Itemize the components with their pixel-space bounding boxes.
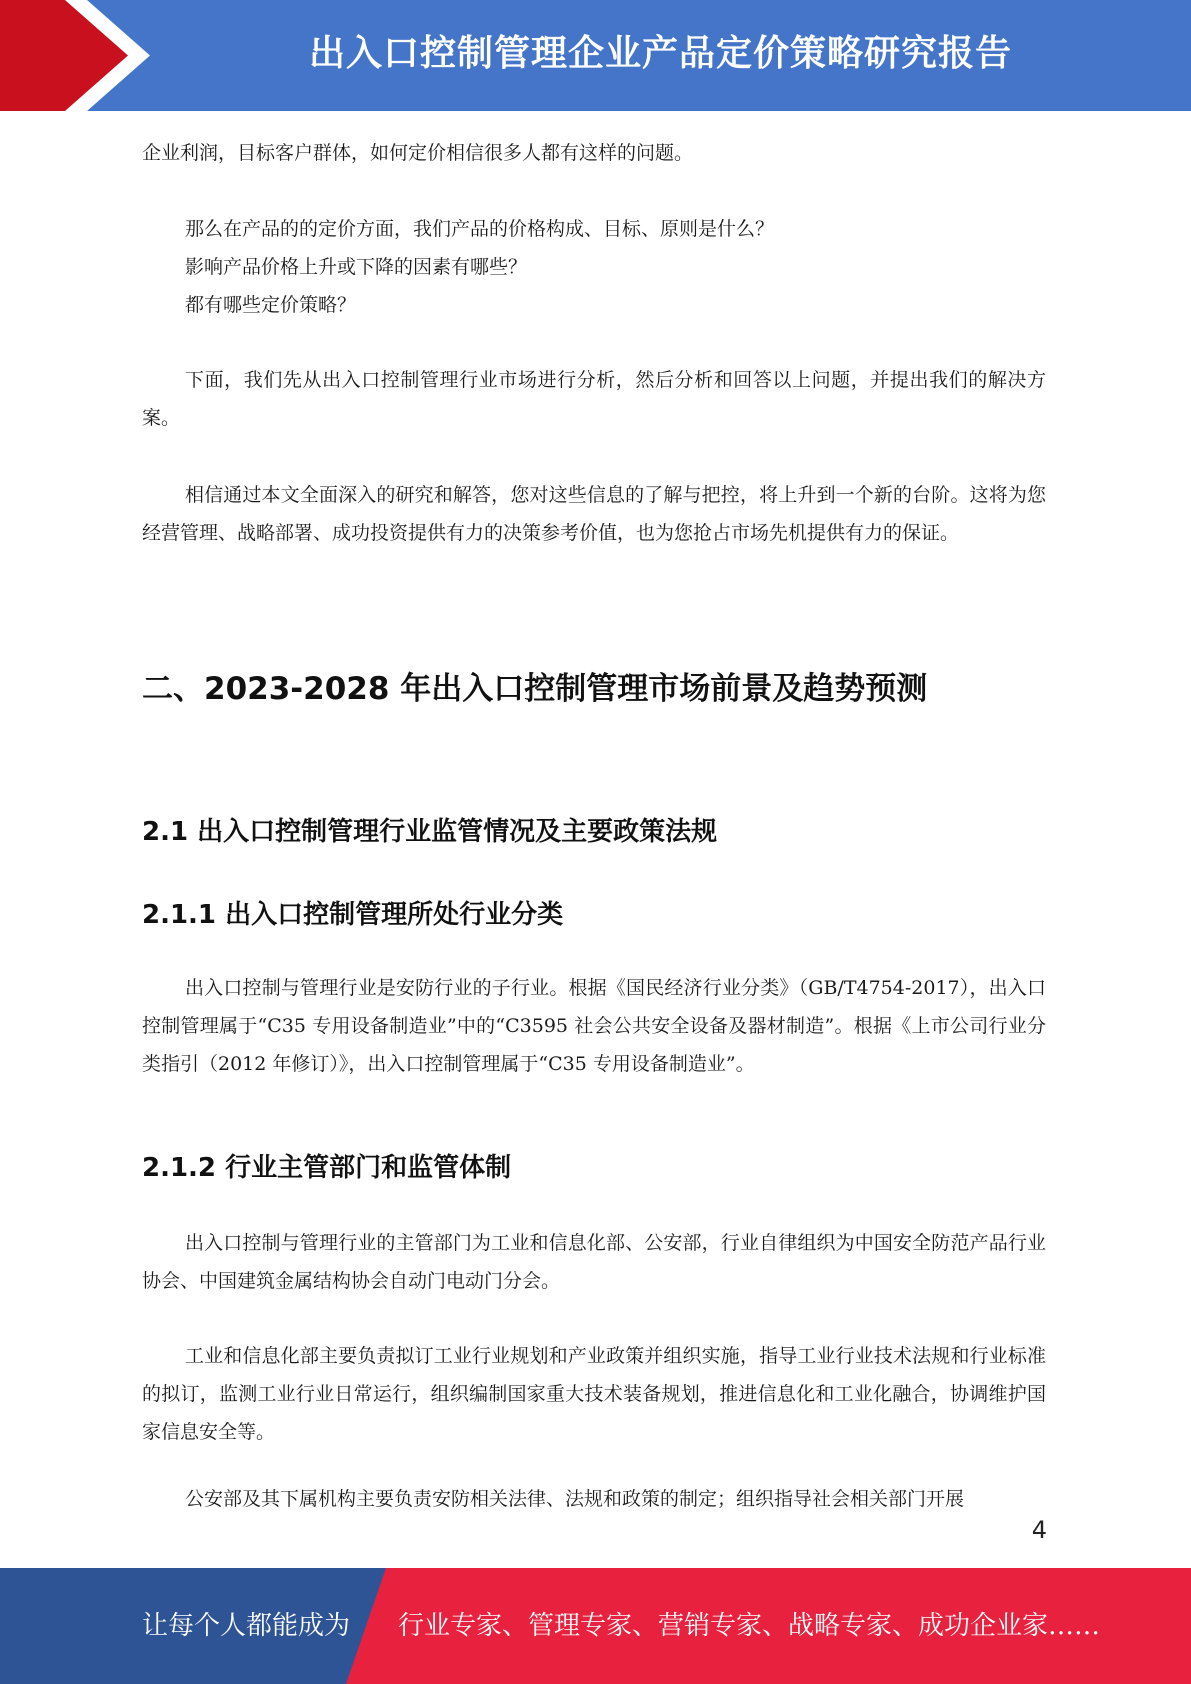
regulator-paragraph: 出入口控制与管理行业的主管部门为工业和信息化部、公安部，行业自律组织为中国安全防范产品行业协会、中国建筑金属结构协会自动门电动门分会。: [142, 1232, 1046, 1292]
page-footer: [0, 1568, 1191, 1684]
section-2-heading: 二、2023-2028 年出入口控制管理市场前景及趋势预测: [142, 671, 928, 707]
question-3: 都有哪些定价策略？: [185, 294, 357, 316]
intro-paragraph: 企业利润，目标客户群体，如何定价相信很多人都有这样的问题。: [142, 142, 694, 164]
next-steps-paragraph: 下面，我们先从出入口控制管理行业市场进行分析，然后分析和回答以上问题，并提出我们的解决方案。: [142, 369, 1046, 429]
section-2-1-2-heading: 2.1.2 行业主管部门和监管体制: [142, 1153, 512, 1183]
question-2: 影响产品价格上升或下降的因素有哪些？: [185, 256, 528, 278]
header-chevron-icon: [0, 0, 160, 111]
footer-slogan-left: 让每个人都能成为: [142, 1611, 351, 1641]
mps-paragraph: 公安部及其下属机构主要负责安防相关法律、法规和政策的制定；组织指导社会相关部门开展: [185, 1488, 965, 1510]
report-title: 出入口控制管理企业产品定价策略研究报告: [308, 33, 1012, 74]
footer-slogan-right: 行业专家、管理专家、营销专家、战略专家、成功企业家……: [398, 1611, 1101, 1641]
question-1: 那么在产品的的定价方面，我们产品的价格构成、目标、原则是什么？: [185, 218, 775, 240]
page-header: [0, 0, 1191, 111]
miit-paragraph: 工业和信息化部主要负责拟订工业行业规划和产业政策并组织实施，指导工业行业技术法规和行业标准的拟订，监测工业行业日常运行，组织编制国家重大技术装备规划，推进信息化和工业化融合，协调维护国家信息安全等。: [142, 1345, 1046, 1443]
section-2-1-1-heading: 2.1.1 出入口控制管理所处行业分类: [142, 900, 564, 930]
industry-classification-paragraph: 出入口控制与管理行业是安防行业的子行业。根据《国民经济行业分类》（GB/T4754-2017），出入口控制管理属于“C35 专用设备制造业”中的“C3595 社会公共安全设备及器材制造”。根据《上市公司行业分类指引（2012 年修订）》，出入口控制管理属于“C35 专用设备制造业”。: [142, 977, 1046, 1075]
section-2-1-heading: 2.1 出入口控制管理行业监管情况及主要政策法规: [142, 817, 718, 847]
value-paragraph: 相信通过本文全面深入的研究和解答，您对这些信息的了解与把控，将上升到一个新的台阶。这将为您经营管理、战略部署、成功投资提供有力的决策参考价值，也为您抢占市场先机提供有力的保证。: [142, 484, 1046, 544]
page-number: 4: [1031, 1516, 1047, 1544]
